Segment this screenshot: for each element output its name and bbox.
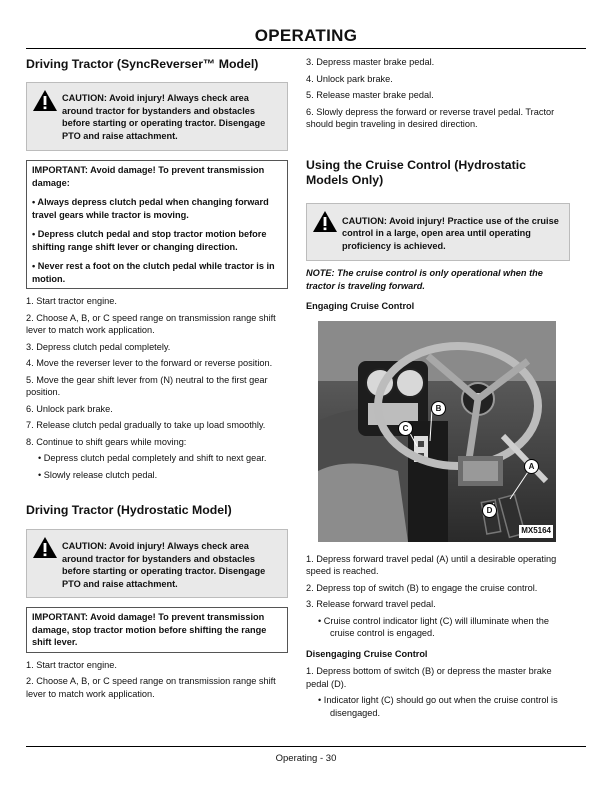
caution-box (26, 82, 288, 151)
caution-box (306, 203, 570, 262)
steps-list (306, 553, 570, 640)
step-item: 3. Depress master brake pedal. (306, 57, 435, 67)
caution-text: CAUTION: Avoid injury! Practice use of the cruise control in a large, open area until operating proficiency is achieved. (342, 215, 559, 251)
tractor-dashboard-illustration (318, 321, 556, 542)
section-heading-cruise-control: Using the Cruise Control (Hydrostatic Models Only) (306, 157, 526, 187)
figure-callout-b: B (431, 401, 446, 416)
subheading-engaging: Engaging Cruise Control (306, 301, 415, 311)
warning-triangle-icon (312, 210, 338, 233)
note-text: NOTE: The cruise control is only operational when the tractor is traveling forward. (306, 268, 543, 291)
important-box (26, 607, 288, 653)
step-item: 5. Release master brake pedal. (306, 90, 434, 100)
steps-list (306, 56, 570, 131)
page-title: OPERATING (254, 26, 358, 45)
step-item: 6. Unlock park brake. (26, 403, 113, 414)
step-item: 6. Slowly depress the forward or reverse travel pedal. Tractor should begin traveling in desired direction. (306, 106, 555, 129)
step-item: 1. Depress forward travel pedal (A) until a desirable operating speed is reached. (306, 553, 557, 576)
steps-list (306, 665, 570, 719)
warning-triangle-icon (32, 536, 58, 559)
figure-callout-a: A (524, 459, 539, 474)
step-item: 1. Depress bottom of switch (B) or depress the master brake pedal (D). (306, 666, 552, 689)
sub-bullet: • Depress clutch pedal completely and shift to next gear. (38, 453, 267, 463)
important-intro: IMPORTANT: Avoid damage! To prevent transmission damage: (32, 165, 265, 188)
steps-list (26, 295, 288, 481)
footer-divider (26, 746, 586, 747)
step-item: 8. Continue to shift gears while moving: (26, 436, 187, 447)
step-item: 1. Start tractor engine. (26, 296, 117, 306)
right-column (306, 56, 570, 719)
steps-list (26, 659, 288, 701)
page-footer: Operating - 30 (275, 753, 337, 764)
cruise-control-figure (318, 321, 556, 542)
caution-text: CAUTION: Avoid injury! Always check area around tractor for bystanders and obstacles before starting or operating tractor. Disengage PTO and raise attachment. (62, 93, 266, 141)
sub-bullet: • Cruise control indicator light (C) will illuminate when the cruise control is engaged. (318, 615, 549, 638)
step-item: 3. Depress clutch pedal completely. (26, 341, 171, 352)
important-text: IMPORTANT: Avoid damage! To prevent transmission damage, stop tractor motion before shifting the range shift lever. (32, 612, 267, 647)
caution-box (26, 529, 288, 598)
figure-code: MX5164 (519, 525, 553, 538)
step-item: 5. Move the gear shift lever from (N) neutral to the first gear position. (26, 374, 268, 397)
step-item: 4. Unlock park brake. (306, 73, 393, 84)
figure-callout-d: D (482, 503, 497, 518)
step-item: 2. Depress top of switch (B) to engage the cruise control. (306, 582, 538, 593)
subheading-disengaging: Disengaging Cruise Control (306, 648, 428, 659)
step-item: 7. Release clutch pedal gradually to take up load smoothly. (26, 420, 266, 430)
step-item: 3. Release forward travel pedal. (306, 599, 436, 609)
important-bullet: • Depress clutch pedal and stop tractor motion before shifting range shift lever or changing direction. (32, 229, 267, 252)
step-item: 4. Move the reverser lever to the forward or reverse position. (26, 358, 273, 368)
figure-callout-c: C (398, 421, 413, 436)
important-bullet: • Always depress clutch pedal when changing forward travel gears while tractor is moving. (32, 197, 269, 220)
sub-bullet: • Indicator light (C) should go out when the cruise control is disengaged. (318, 695, 558, 718)
section-heading-syncreverser: Driving Tractor (SyncReverser™ Model) (26, 57, 259, 71)
left-column (26, 56, 288, 700)
sub-bullet: • Slowly release clutch pedal. (38, 469, 158, 480)
important-bullet: • Never rest a foot on the clutch pedal while tractor is in motion. (32, 261, 275, 284)
caution-text: CAUTION: Avoid injury! Always check area around tractor for bystanders and obstacles before starting or operating tractor. Disengage PTO and raise attachment. (62, 541, 266, 589)
step-item: 2. Choose A, B, or C speed range on transmission range shift lever to match work application. (26, 312, 276, 335)
step-item: 1. Start tractor engine. (26, 659, 117, 670)
section-heading-hydrostatic: Driving Tractor (Hydrostatic Model) (26, 503, 232, 517)
step-item: 2. Choose A, B, or C speed range on transmission range shift lever to match work application. (26, 676, 276, 699)
title-divider (26, 48, 586, 49)
warning-triangle-icon (32, 89, 58, 112)
important-box (26, 160, 288, 289)
